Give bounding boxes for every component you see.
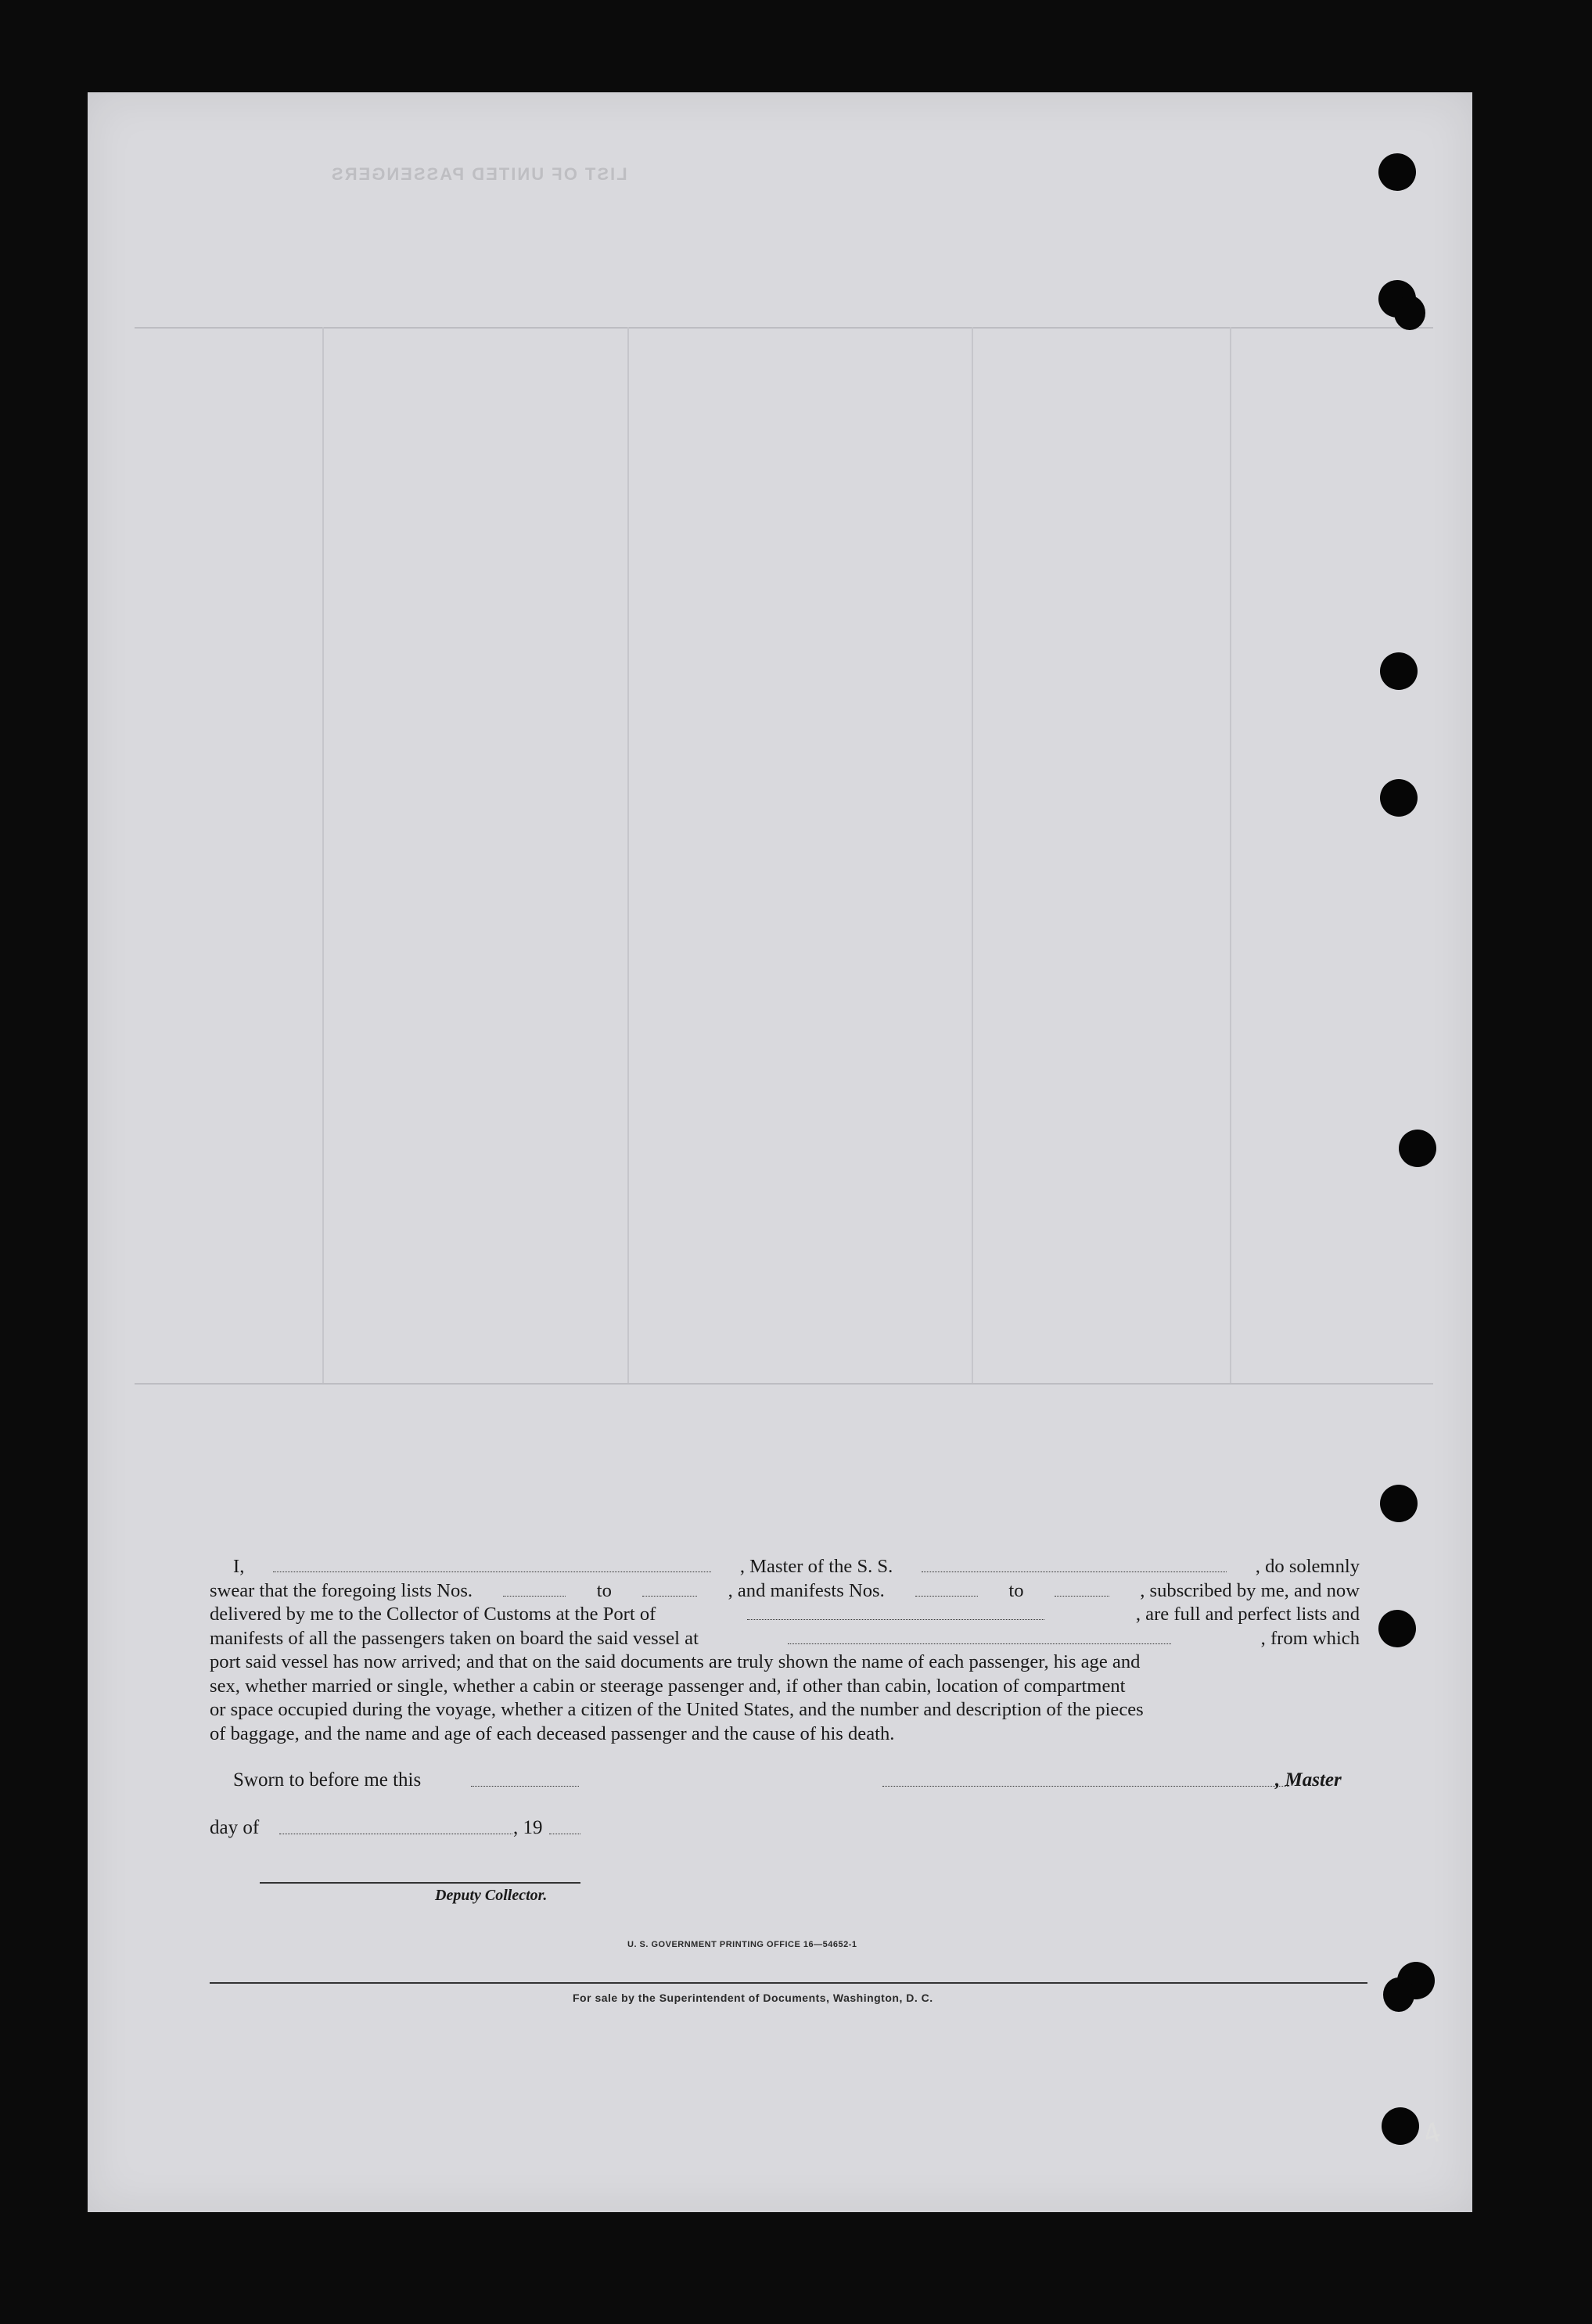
- punch-hole: [1399, 1130, 1436, 1167]
- deputy-collector-label: Deputy Collector.: [435, 1887, 548, 1904]
- manifest-to-blank: [1055, 1595, 1109, 1597]
- oath-line-3: [210, 1603, 1360, 1627]
- master-signature-line: [882, 1784, 1289, 1787]
- punch-hole: [1380, 652, 1418, 690]
- document-sheet: [88, 92, 1472, 2212]
- punch-hole: [1382, 2107, 1419, 2145]
- bleedthrough-rule: [135, 1383, 1433, 1385]
- oath-line-6: sex, whether married or single, whether a cabin or steerage passenger and, if other than cabin, location of compartment: [210, 1675, 1126, 1697]
- printing-office-imprint: U. S. GOVERNMENT PRINTING OFFICE 16—54652-1: [627, 1940, 857, 1949]
- oath-line-5: port said vessel has now arrived; and that on the said documents are truly shown the name of each passenger, his age and: [210, 1651, 1141, 1672]
- bleedthrough-rule: [135, 327, 1433, 329]
- oath-text: swear that the foregoing lists Nos.: [210, 1579, 473, 1601]
- ship-name-blank: [922, 1571, 1227, 1572]
- oath-line-1: [210, 1555, 1360, 1579]
- oath-text: , are full and perfect lists and: [1135, 1604, 1360, 1625]
- master-label: , Master: [1275, 1769, 1342, 1791]
- punch-hole: [1383, 1977, 1414, 2012]
- punch-hole: [1380, 1485, 1418, 1522]
- oath-text: , Master of the S. S.: [739, 1556, 893, 1577]
- bleedthrough-heading: LIST OF UNITED PASSENGERS: [330, 164, 627, 184]
- year-label: , 19: [513, 1817, 543, 1838]
- embark-port-blank: [788, 1643, 1171, 1644]
- corner-pencil-mark: 4: [1420, 2116, 1445, 2152]
- deputy-signature-line: [260, 1882, 580, 1884]
- footer-rule: [210, 1982, 1367, 1984]
- manifest-from-blank: [915, 1595, 978, 1597]
- sworn-label: Sworn to before me this: [233, 1769, 422, 1791]
- punch-hole: [1394, 296, 1425, 330]
- for-sale-notice: For sale by the Superintendent of Documents, Washington, D. C.: [573, 1992, 933, 2004]
- oath-text: manifests of all the passengers taken on board the said vessel at: [210, 1627, 699, 1649]
- oath-text: to: [1008, 1579, 1024, 1601]
- master-name-blank: [273, 1571, 711, 1572]
- bleedthrough-column: [322, 327, 324, 1383]
- day-of-label: day of: [210, 1817, 260, 1838]
- month-blank: [279, 1832, 512, 1834]
- oath-text: , do solemnly: [1255, 1556, 1360, 1577]
- list-to-blank: [642, 1595, 697, 1597]
- oath-text: to: [596, 1579, 612, 1601]
- punch-hole: [1378, 1610, 1416, 1647]
- oath-line-7: or space occupied during the voyage, whether a citizen of the United States, and the number and description of the pieces: [210, 1699, 1144, 1720]
- bleedthrough-column: [627, 327, 629, 1383]
- list-from-blank: [503, 1595, 566, 1597]
- bleedthrough-column: [1230, 327, 1231, 1383]
- oath-text: , from which: [1260, 1627, 1360, 1649]
- oath-text: delivered by me to the Collector of Customs at the Port of: [210, 1604, 656, 1625]
- port-blank: [747, 1618, 1044, 1620]
- punch-hole: [1378, 153, 1416, 191]
- oath-text: , and manifests Nos.: [728, 1579, 885, 1601]
- oath-line-2: [210, 1579, 1360, 1604]
- bleedthrough-column: [972, 327, 973, 1383]
- year-blank: [549, 1832, 580, 1834]
- oath-line-4: [210, 1627, 1360, 1651]
- oath-text: I,: [233, 1556, 245, 1577]
- sworn-day-blank: [471, 1784, 579, 1787]
- oath-text: , subscribed by me, and now: [1140, 1579, 1360, 1601]
- oath-line-8: of baggage, and the name and age of each deceased passenger and the cause of his death.: [210, 1722, 895, 1744]
- master-oath-paragraph: [210, 1555, 1360, 1746]
- punch-hole: [1380, 779, 1418, 817]
